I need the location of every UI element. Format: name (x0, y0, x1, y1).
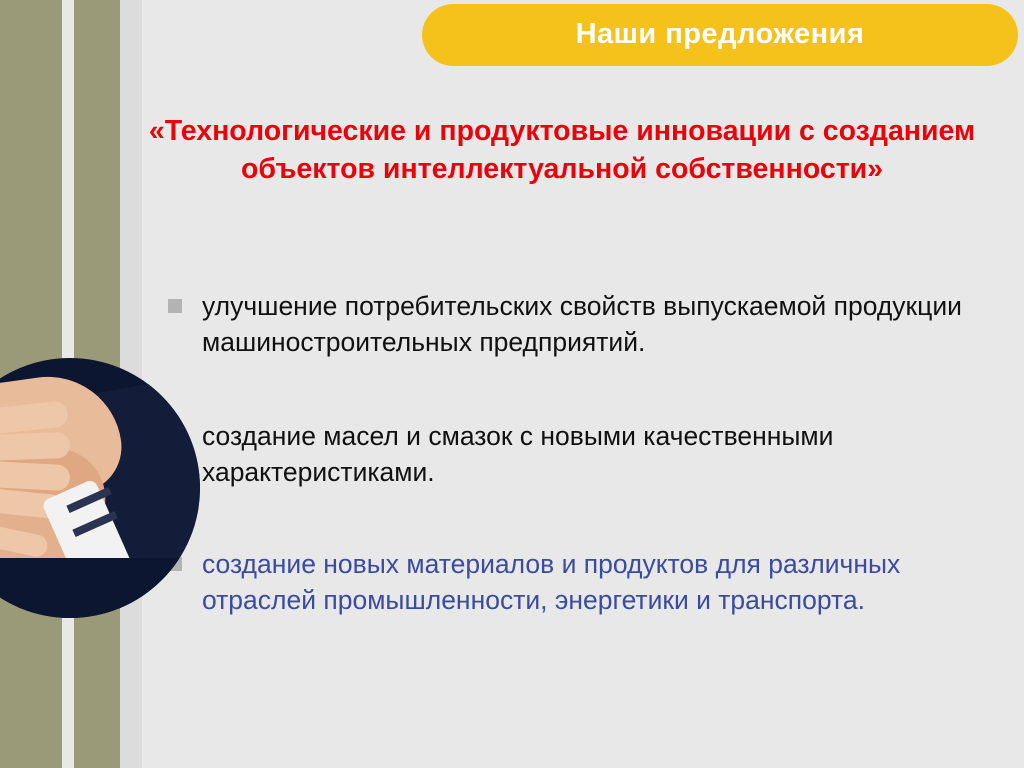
list-item (168, 288, 1016, 360)
header-badge (422, 4, 1018, 66)
handshake-photo (0, 358, 200, 618)
bullet-list (168, 288, 1016, 662)
list-item-text: улучшение потребительских свойств выпускаемой продукции машиностроительных предприятий. (202, 291, 962, 357)
header-badge-label: Наши предложения (575, 18, 865, 50)
page-title: «Технологические и продуктовые инновации с созданием объектов интеллектуальной собственности» (148, 115, 976, 185)
photo-dark-base (0, 558, 200, 618)
list-item (168, 418, 1016, 490)
list-item-text: создание масел и смазок с новыми качественными характеристиками. (202, 421, 834, 487)
photo-finger-2 (0, 432, 70, 462)
list-item-text: создание новых материалов и продуктов для различных отраслей промышленности, энергетики и транспорта. (202, 549, 901, 615)
list-item (168, 546, 1016, 618)
square-bullet-icon (168, 299, 182, 313)
